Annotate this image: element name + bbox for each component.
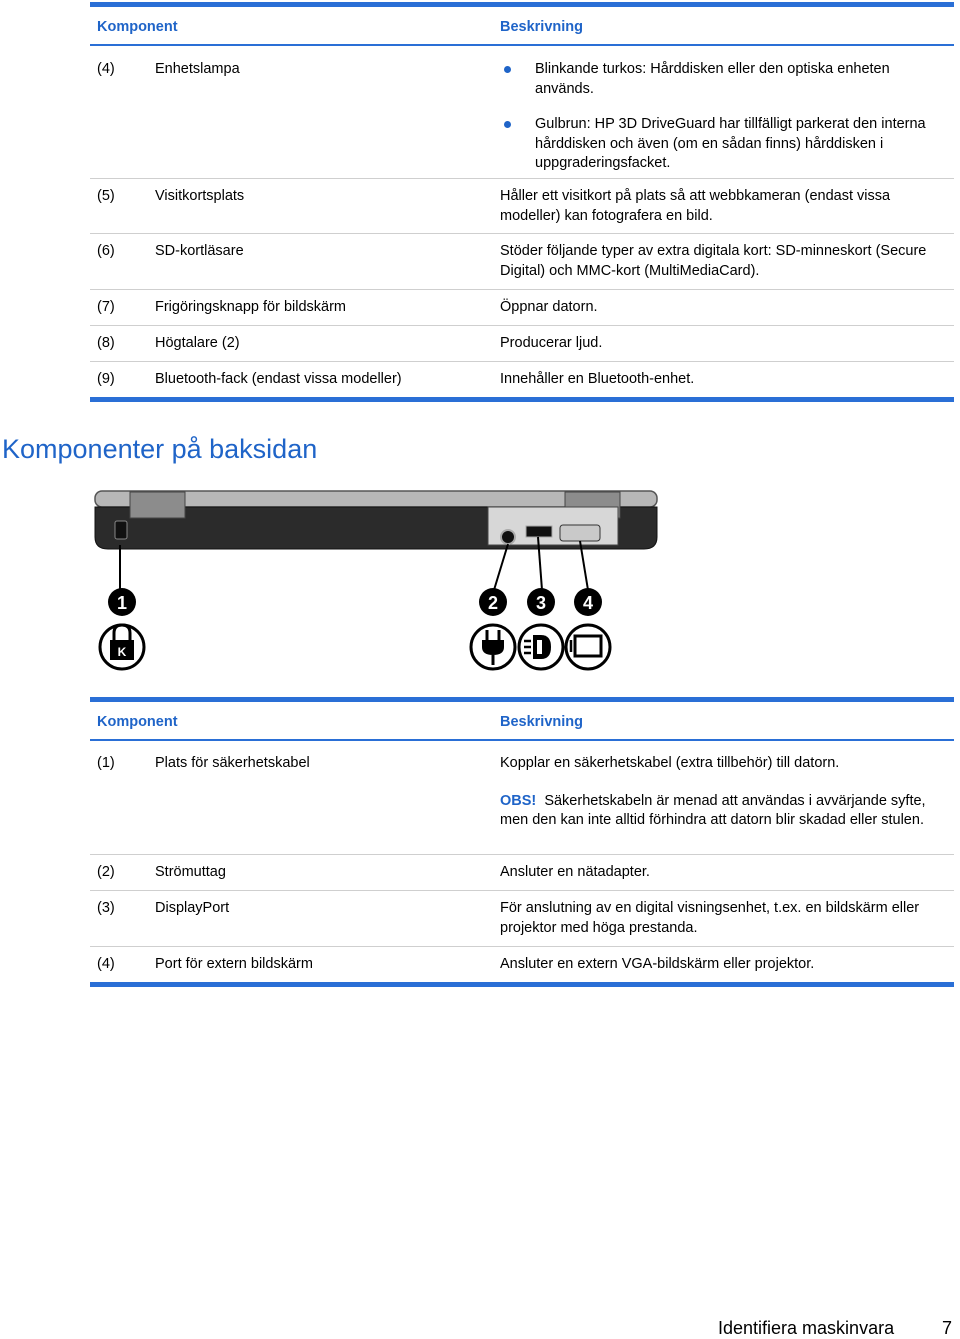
table-row bbox=[90, 234, 954, 290]
table-row bbox=[90, 290, 954, 326]
table-header bbox=[90, 7, 954, 46]
row-component: Strömuttag bbox=[155, 864, 226, 880]
row-number: (7) bbox=[97, 299, 115, 315]
svg-text:K: K bbox=[117, 645, 127, 659]
table-row bbox=[90, 46, 954, 179]
table-row bbox=[90, 741, 954, 855]
note-label: OBS! bbox=[500, 792, 537, 809]
table-row bbox=[90, 891, 954, 947]
header-component: Komponent bbox=[97, 19, 178, 35]
callout-1 bbox=[108, 588, 136, 616]
row-component: Visitkortsplats bbox=[155, 188, 245, 204]
header-description: Beskrivning bbox=[500, 714, 583, 730]
laptop-rear-figure bbox=[90, 485, 670, 680]
row-component: Plats för säkerhetskabel bbox=[155, 755, 310, 771]
row-component: Bluetooth-fack (endast vissa modeller) bbox=[155, 371, 402, 387]
front-components-table bbox=[90, 2, 954, 402]
table-row bbox=[90, 179, 954, 234]
header-component: Komponent bbox=[97, 714, 178, 730]
row-description bbox=[500, 60, 948, 174]
header-description: Beskrivning bbox=[500, 19, 583, 35]
table-row bbox=[90, 855, 954, 891]
table-row bbox=[90, 362, 954, 397]
row-component: Frigöringsknapp för bildskärm bbox=[155, 299, 346, 315]
row-number: (8) bbox=[97, 335, 115, 351]
row-number: (5) bbox=[97, 188, 115, 204]
monitor-icon bbox=[566, 625, 610, 669]
table-bottom-rule bbox=[90, 982, 954, 987]
footer-title: Identifiera maskinvara bbox=[718, 1318, 895, 1338]
note bbox=[500, 792, 948, 831]
row-description bbox=[500, 754, 948, 831]
row-description: Öppnar datorn. bbox=[500, 299, 598, 315]
bullet-item: Gulbrun: HP 3D DriveGuard har tillfälligt parkerat den interna hårddisken och även (om en sådan finns) hårddisken i uppgraderingsfacket. bbox=[500, 115, 948, 174]
callout-4-label: 4 bbox=[582, 593, 594, 613]
row-number: (3) bbox=[97, 900, 115, 916]
table-bottom-rule bbox=[90, 397, 954, 402]
table-row bbox=[90, 947, 954, 982]
row-description: Producerar ljud. bbox=[500, 335, 603, 351]
note-text: Säkerhetskabeln är menad att användas i avvärjande syfte, men den kan inte alltid förhindra att datorn blir skadad eller stulen. bbox=[500, 792, 926, 828]
power-plug-icon bbox=[471, 625, 515, 669]
table-header bbox=[90, 702, 954, 741]
row-number: (4) bbox=[97, 956, 115, 972]
row-description: Stöder följande typer av extra digitala kort: SD-minneskort (Secure Digital) och MMC-kort (MultiMediaCard). bbox=[500, 243, 927, 279]
row-number: (9) bbox=[97, 371, 115, 387]
callout-3 bbox=[527, 588, 555, 616]
callout-2 bbox=[479, 588, 507, 616]
displayport-icon bbox=[519, 625, 563, 669]
section-title: Komponenter på baksidan bbox=[2, 434, 318, 464]
row-number: (4) bbox=[97, 61, 115, 77]
callout-2-label: 2 bbox=[487, 593, 499, 613]
row-component: Port för extern bildskärm bbox=[155, 956, 313, 972]
row-description: Ansluter en extern VGA-bildskärm eller projektor. bbox=[500, 956, 815, 972]
bullet-item: Blinkande turkos: Hårddisken eller den optiska enheten används. bbox=[500, 60, 948, 99]
table-row bbox=[90, 326, 954, 362]
rear-components-table bbox=[90, 697, 954, 987]
row-number: (2) bbox=[97, 864, 115, 880]
row-component: SD-kortläsare bbox=[155, 243, 244, 259]
row-description: Ansluter en nätadapter. bbox=[500, 864, 650, 880]
callout-4 bbox=[574, 588, 602, 616]
row-number: (6) bbox=[97, 243, 115, 259]
callout-1-label: 1 bbox=[116, 593, 128, 613]
row-description: Innehåller en Bluetooth-enhet. bbox=[500, 371, 695, 387]
laptop-rear-illustration bbox=[95, 491, 657, 590]
row-description: Håller ett visitkort på plats så att webbkameran (endast vissa modeller) kan fotografera en bild. bbox=[500, 188, 891, 224]
callout-3-label: 3 bbox=[535, 593, 547, 613]
row-description: För anslutning av en digital visningsenhet, t.ex. en bildskärm eller projektor med höga prestanda. bbox=[500, 900, 920, 936]
page-number: 7 bbox=[942, 1318, 953, 1338]
row-component: Högtalare (2) bbox=[155, 335, 240, 351]
description-text: Kopplar en säkerhetskabel (extra tillbehör) till datorn. bbox=[500, 755, 840, 771]
row-component: DisplayPort bbox=[155, 900, 230, 916]
row-number: (1) bbox=[97, 755, 115, 771]
row-component: Enhetslampa bbox=[155, 61, 240, 77]
lock-icon bbox=[100, 625, 144, 669]
